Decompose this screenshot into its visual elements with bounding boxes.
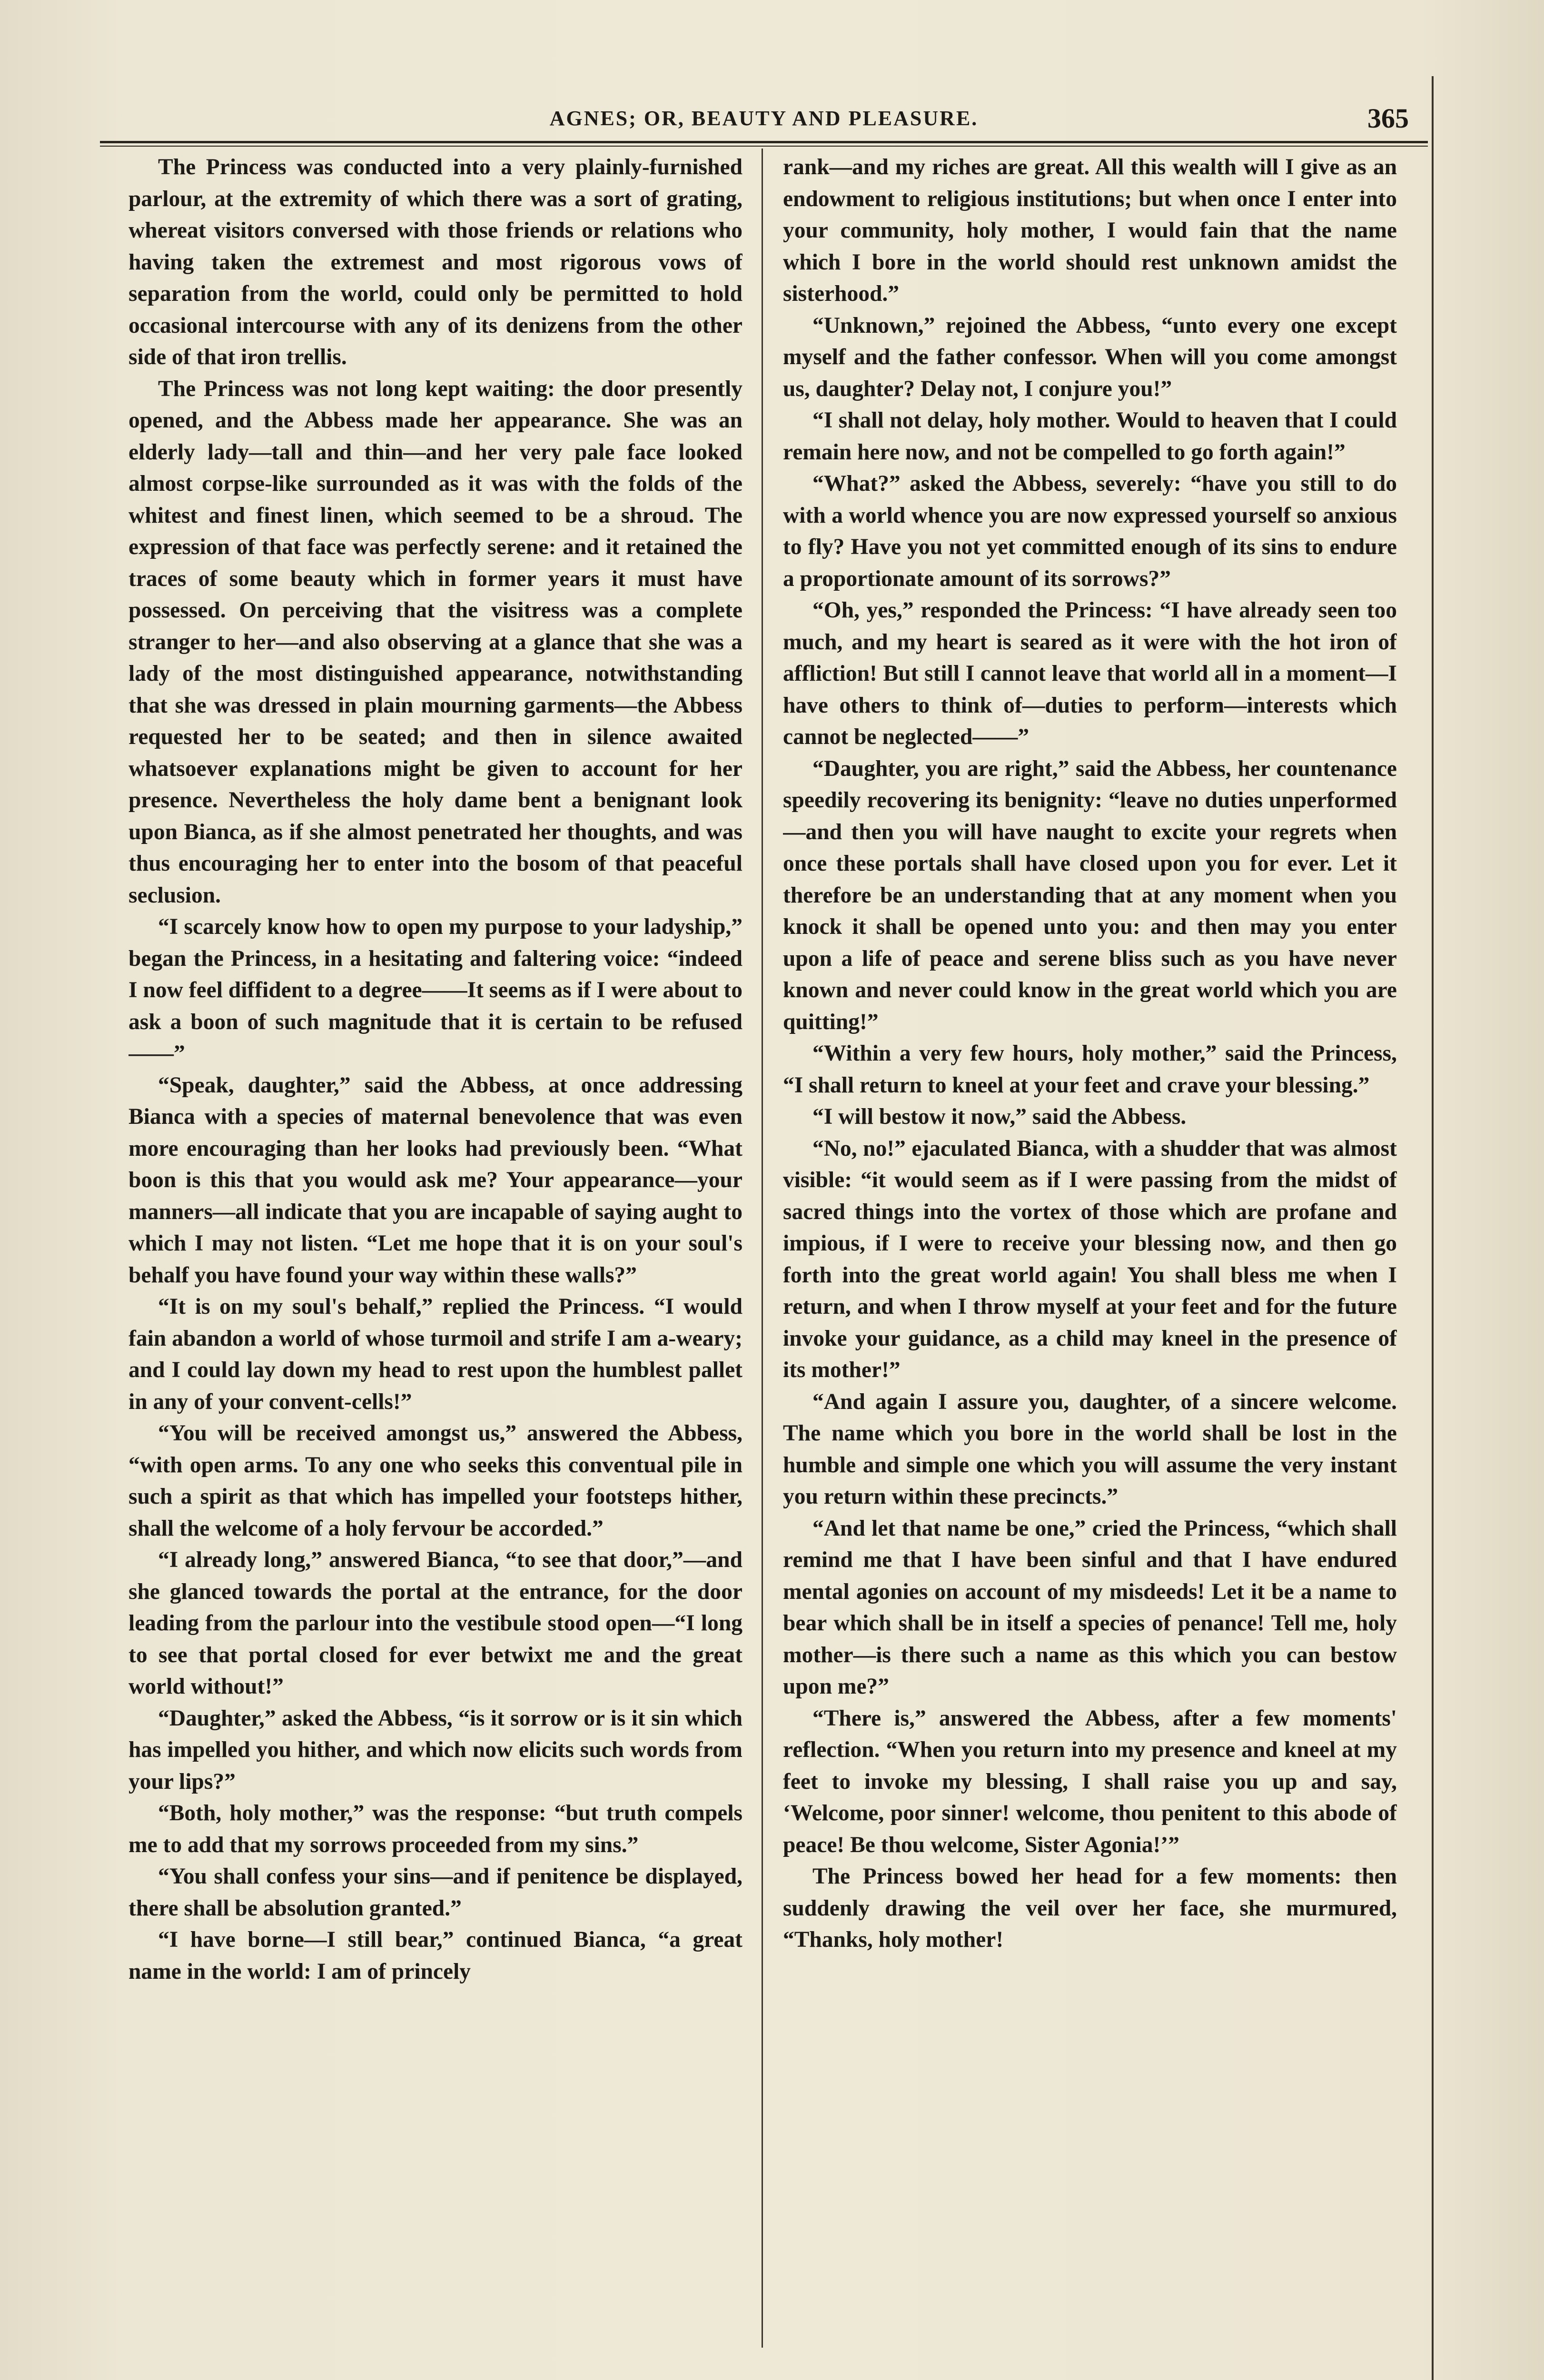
paragraph: “I will bestow it now,” said the Abbess.: [812, 1104, 1187, 1129]
paragraph: “There is,” answered the Abbess, after a few moments' reflection. “When you return into my presence and kneel at my feet to invoke my blessing, I shall raise you up and say, ‘Welcome, poor sinner! welcome, thou penitent to this abode of peace! Be thou welcome, Sister Agonia!’”: [783, 1706, 1397, 1857]
page-edge-rule: [1432, 76, 1434, 2380]
paragraph: “You shall confess your sins—and if penitence be displayed, there shall be absolution granted.”: [129, 1864, 742, 1921]
paragraph: “Oh, yes,” responded the Princess: “I have already seen too much, and my heart is seared as it were with the hot iron of affliction! But still I cannot leave that world all in a moment—I have others to think of—duties to perform—interests which cannot be neglected——”: [783, 598, 1397, 749]
paragraph: “Daughter, you are right,” said the Abbess, her countenance speedily recovering its benignity: “leave no duties unperformed—and then you will have naught to excite your regrets when once these portals shall have closed upon you for ever. Let it therefore be an understanding that at any moment when you knock it shall be opened unto you: and then may you enter upon a life of peace and serene bliss such as you have never known and never could know in the great world which you are quitting!”: [783, 756, 1397, 1034]
paragraph: rank—and my riches are great. All this wealth will I give as an endowment to religious institutions; but when once I enter into your community, holy mother, I would fain that the name which I bore in the world should rest unknown amidst the sisterhood.”: [783, 155, 1397, 306]
page-number: 365: [1367, 103, 1409, 134]
page-header: [100, 102, 1428, 140]
paragraph: “What?” asked the Abbess, severely: “have you still to do with a world whence you are now expressed yourself so anxious to fly? Have you not yet committed enough of its sins to endure a proportionate amount of its sorrows?”: [783, 471, 1397, 591]
paragraph: “I have borne—I still bear,” continued Bianca, “a great name in the world: I am of princely: [129, 1927, 742, 1984]
paragraph: “I already long,” answered Bianca, “to see that door,”—and she glanced towards the portal at the entrance, for the door leading from the parlour into the vestibule stood open—“I long to see that portal closed for ever betwixt me and the great world without!”: [129, 1547, 742, 1699]
paragraph: “Daughter,” asked the Abbess, “is it sorrow or is it sin which has impelled you hither, and which now elicits such words from your lips?”: [129, 1706, 742, 1794]
paragraph: “No, no!” ejaculated Bianca, with a shudder that was almost visible: “it would seem as if I were passing from the midst of sacred things into the vortex of those which are profane and impious, if I were to receive your blessing now, and then go forth into the great world again! You shall bless me when I return, and when I throw myself at your feet and for the future invoke your guidance, as a child may kneel in the presence of its mother!”: [783, 1136, 1397, 1382]
paragraph: The Princess was not long kept waiting: the door presently opened, and the Abbess made her appearance. She was an elderly lady—tall and thin—and her very pale face looked almost corpse-like surrounded as it was with the folds of the whitest and finest linen, which seemed to be a shroud. The expression of that face was perfectly serene: and it retained the traces of some beauty which in former years it must have possessed. On perceiving that the visitress was a complete stranger to her—and also observing at a glance that she was a lady of the most distinguished appearance, notwithstanding that she was dressed in plain mourning garments—the Abbess requested her to be seated; and then in silence awaited whatsoever explanations might be given to account for her presence. Nevertheless the holy dame bent a benignant look upon Bianca, as if she almost penetrated her thoughts, and was thus encouraging her to enter into the bosom of that peaceful seclusion.: [129, 376, 742, 908]
paragraph: “I shall not delay, holy mother. Would to heaven that I could remain here now, and not be compelled to go forth again!”: [783, 408, 1397, 465]
running-title: AGNES; OR, BEAUTY AND PLEASURE.: [549, 107, 979, 130]
paragraph: “And again I assure you, daughter, of a sincere welcome. The name which you bore in the world shall be lost in the humble and simple one which you will assume the very instant you return within these precincts.”: [783, 1389, 1397, 1509]
paragraph: “Within a very few hours, holy mother,” said the Princess, “I shall return to kneel at your feet and crave your blessing.”: [783, 1041, 1397, 1098]
paragraph: “Both, holy mother,” was the response: “but truth compels me to add that my sorrows proceeded from my sins.”: [129, 1801, 742, 1857]
paragraph: “Speak, daughter,” said the Abbess, at once addressing Bianca with a species of maternal benevolence that was even more encouraging than her looks had previously been. “What boon is this that you would ask me? Your appearance—your manners—all indicate that you are incapable of saying aught to which I may not listen. “Let me hope that it is on your soul's behalf you have found your way within these walls?”: [129, 1072, 742, 1288]
paragraph: The Princess was conducted into a very plainly-furnished parlour, at the extremity of which there was a sort of grating, whereat visitors conversed with those friends or relations who having taken the extremest and most rigorous vows of separation from the world, could only be permitted to hold occasional intercourse with any of its denizens from the other side of that iron trellis.: [129, 155, 742, 369]
paragraph: “You will be received amongst us,” answered the Abbess, “with open arms. To any one who seeks this conventual pile in such a spirit as that which has impelled your footsteps hither, shall the welcome of a holy fervour be accorded.”: [129, 1421, 742, 1541]
paragraph: “And let that name be one,” cried the Princess, “which shall remind me that I have been sinful and that I have endured mental agonies on account of my misdeeds! Let it be a name to bear which shall be in itself a species of penance! Tell me, holy mother—is there such a name as this which you can bestow upon me?”: [783, 1516, 1397, 1699]
right-column: [783, 151, 1397, 2350]
header-rule: [100, 141, 1428, 147]
left-column: [129, 151, 742, 2350]
paragraph: “It is on my soul's behalf,” replied the Princess. “I would fain abandon a world of whose turmoil and strife I am a-weary; and I could lay down my head to rest upon the humblest pallet in any of your convent-cells!”: [129, 1294, 742, 1414]
column-divider: [762, 149, 763, 2348]
paragraph: The Princess bowed her head for a few moments: then suddenly drawing the veil over her face, she murmured, “Thanks, holy mother!: [783, 1864, 1397, 1952]
paragraph: “I scarcely know how to open my purpose to your ladyship,” began the Princess, in a hesitating and faltering voice: “indeed I now feel diffident to a degree——It seems as if I were about to ask a boon of such magnitude that it is certain to be refused——”: [129, 914, 742, 1066]
paragraph: “Unknown,” rejoined the Abbess, “unto every one except myself and the father confessor. When will you come amongst us, daughter? Delay not, I conjure you!”: [783, 313, 1397, 401]
